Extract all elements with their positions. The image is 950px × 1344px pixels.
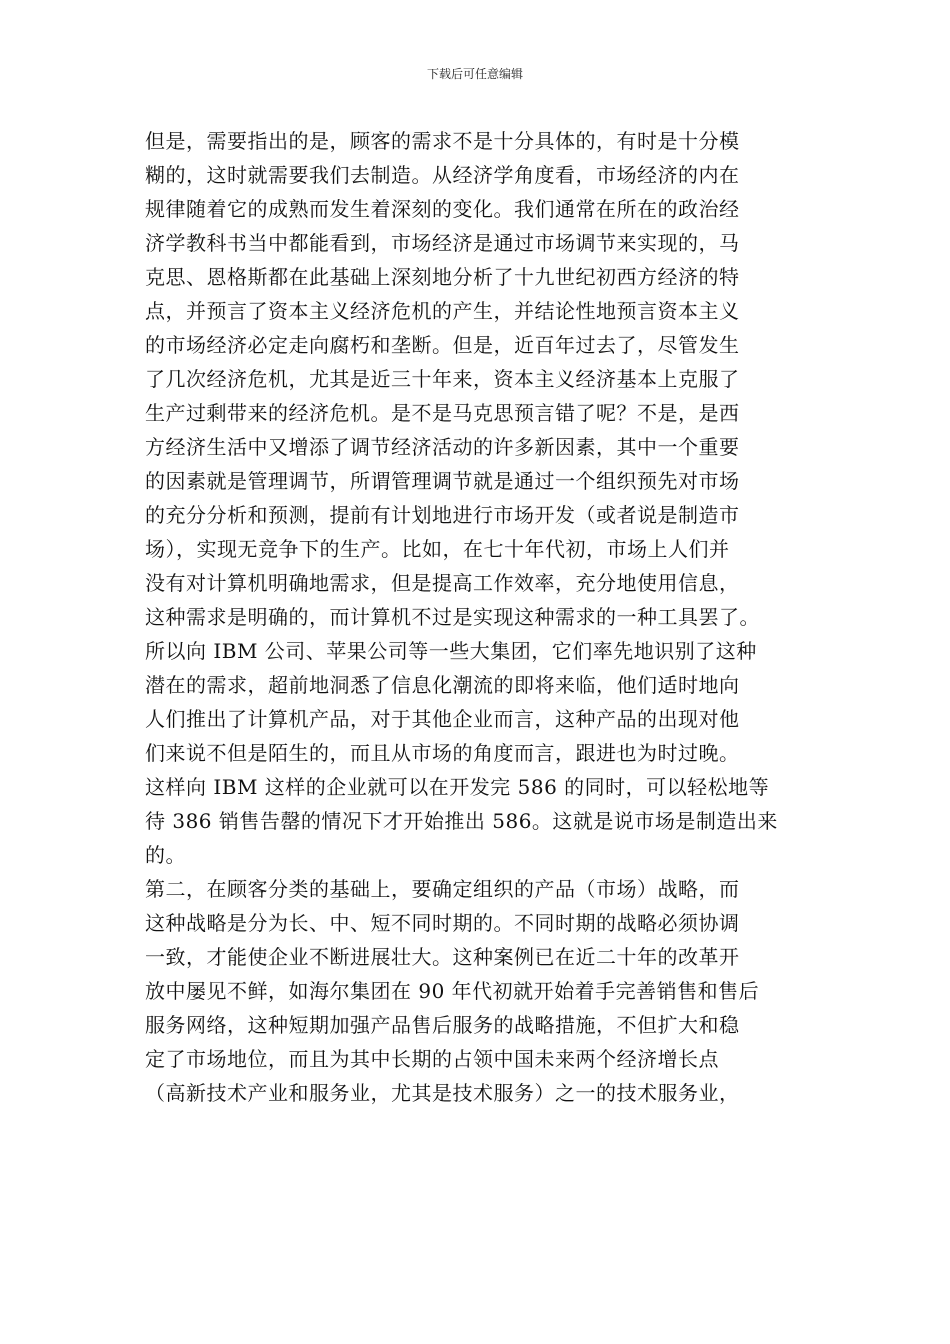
text-line: 了几次经济危机，尤其是近三十年来，资本主义经济基本上克服了: [145, 367, 740, 391]
text-line: 没有对计算机明确地需求，但是提高工作效率，充分地使用信息，: [145, 571, 740, 595]
text-line: 济学教科书当中都能看到，市场经济是通过市场调节来实现的，马: [145, 231, 740, 255]
text-line: 服务网络，这种短期加强产品售后服务的战略措施，不但扩大和稳: [145, 1013, 740, 1037]
text-line: 克思、恩格斯都在此基础上深刻地分析了十九世纪初西方经济的特: [145, 265, 740, 289]
page-header: 下载后可任意编辑: [426, 67, 523, 81]
text-line: 糊的，这时就需要我们去制造。从经济学角度看，市场经济的内在: [145, 163, 740, 187]
document-body: [145, 124, 805, 1110]
text-line: 潜在的需求，超前地洞悉了信息化潮流的即将来临，他们适时地向: [145, 673, 740, 697]
text-line: 待 386 销售告罄的情况下才开始推出 586。这就是说市场是制造出来: [145, 809, 778, 833]
text-line: 人们推出了计算机产品，对于其他企业而言，这种产品的出现对他: [145, 707, 740, 731]
text-line: 但是，需要指出的是，顾客的需求不是十分具体的，有时是十分模: [145, 129, 740, 153]
text-line: 规律随着它的成熟而发生着深刻的变化。我们通常在所在的政治经: [145, 197, 740, 221]
text-line: 这样向 IBM 这样的企业就可以在开发完 586 的同时，可以轻松地等: [145, 775, 770, 799]
text-line: 定了市场地位，而且为其中长期的占领中国未来两个经济增长点: [145, 1047, 719, 1071]
text-line: 点，并预言了资本主义经济危机的产生，并结论性地预言资本主义: [145, 299, 740, 323]
text-line: 的市场经济必定走向腐朽和垄断。但是，近百年过去了，尽管发生: [145, 333, 740, 357]
text-line: 方经济生活中又增添了调节经济活动的许多新因素，其中一个重要: [145, 435, 740, 459]
text-line: 所以向 IBM 公司、苹果公司等一些大集团，它们率先地识别了这种: [145, 639, 757, 663]
text-line: 们来说不但是陌生的，而且从市场的角度而言，跟进也为时过晚。: [145, 741, 740, 765]
text-line: （高新技术产业和服务业，尤其是技术服务）之一的技术服务业，: [145, 1081, 740, 1105]
text-line: 的。: [145, 843, 186, 867]
text-line: 生产过剩带来的经济危机。是不是马克思预言错了呢？不是，是西: [145, 401, 740, 425]
text-line: 的充分分析和预测，提前有计划地进行市场开发（或者说是制造市: [145, 503, 740, 527]
text-line: 第二，在顾客分类的基础上，要确定组织的产品（市场）战略，而: [145, 877, 740, 901]
text-line: 放中屡见不鲜，如海尔集团在 90 年代初就开始着手完善销售和售后: [145, 979, 760, 1003]
text-line: 这种战略是分为长、中、短不同时期的。不同时期的战略必须协调: [145, 911, 740, 935]
text-line: 一致，才能使企业不断进展壮大。这种案例已在近二十年的改革开: [145, 945, 740, 969]
text-line: 场），实现无竞争下的生产。比如，在七十年代初，市场上人们并: [145, 537, 730, 561]
text-line: 这种需求是明确的，而计算机不过是实现这种需求的一种工具罢了。: [145, 605, 760, 629]
text-line: 的因素就是管理调节，所谓管理调节就是通过一个组织预先对市场: [145, 469, 740, 493]
